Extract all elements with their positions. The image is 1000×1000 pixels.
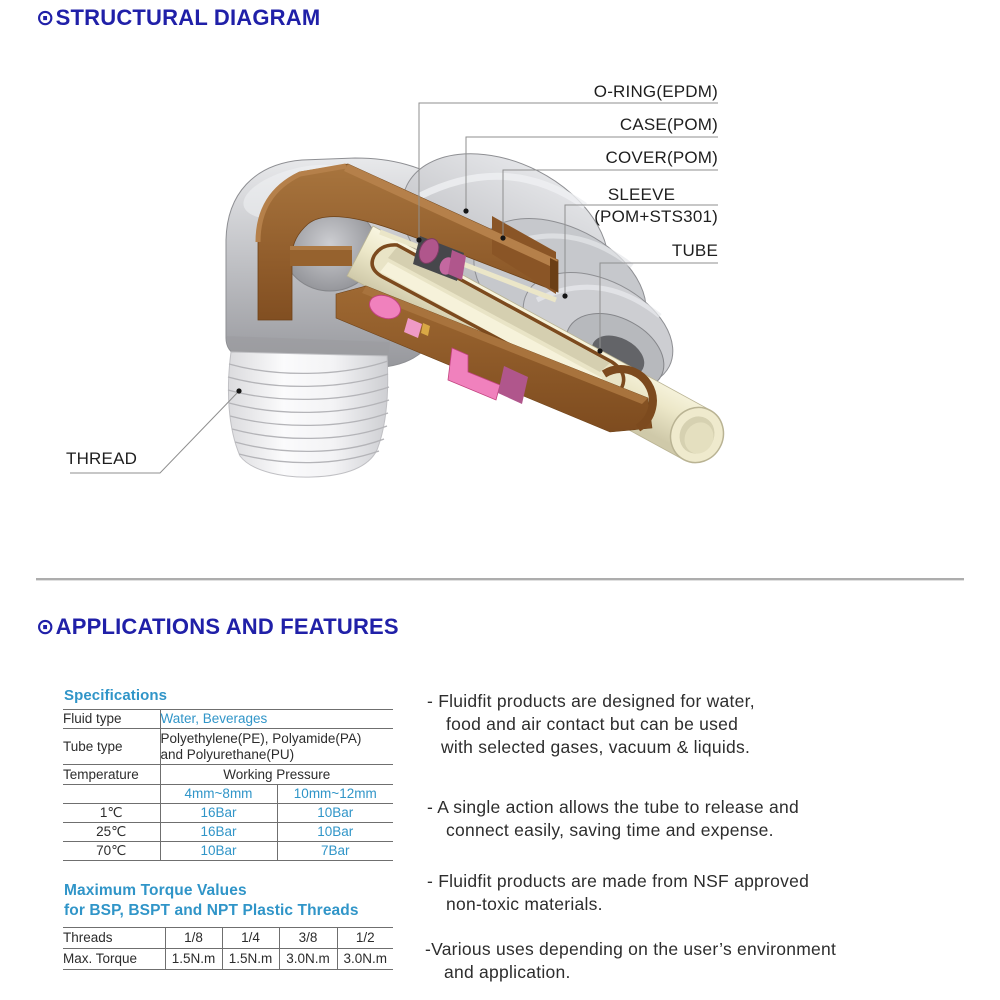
table-row [63,949,393,970]
table-cell: 70℃ [63,841,160,860]
table-cell: 1.5N.m [222,949,279,970]
label-thread: THREAD [66,449,138,468]
feature-line: -Various uses depending on the user’s environment [425,939,837,959]
feature-line: connect easily, saving time and expense. [446,820,774,840]
label-cover: COVER(POM) [605,148,718,167]
table-cell: 25℃ [63,822,160,841]
table-cell: Water, Beverages [160,710,393,729]
feature-paragraph [427,870,809,916]
torque-table [63,927,393,970]
table-row [63,928,393,949]
table-cell: Working Pressure [160,765,393,785]
table-cell: Threads [63,928,165,949]
table-cell: Max. Torque [63,949,165,970]
label-oring: O-RING(EPDM) [593,82,718,101]
table-cell: 3.0N.m [337,949,393,970]
leader-dot [416,237,421,242]
feature-line: with selected gases, vacuum & liquids. [441,737,751,757]
tube-type-line2: and Polyurethane(PU) [160,746,295,762]
section2-title-text: APPLICATIONS AND FEATURES [55,614,399,639]
leader-dot [562,293,567,298]
table-cell-empty [63,785,160,804]
label-tube: TUBE [671,241,718,260]
table-cell: 3/8 [279,928,337,949]
table-cell [160,729,393,765]
label-case: CASE(POM) [619,115,718,134]
table-cell: Tube type [63,729,160,765]
thread-part [228,352,389,477]
fitting-body-art [226,121,733,477]
table-cell: Temperature [63,765,160,785]
label-sleeve-line1: SLEEVE [607,185,676,204]
torque-title-line2: for BSP, BSPT and NPT Plastic Threads [64,902,359,919]
table-cell: 4mm~8mm [160,785,277,804]
feature-line: food and air contact but can be used [446,714,739,734]
table-cell: 1/4 [222,928,279,949]
table-cell: 1/8 [165,928,222,949]
table-cell: 16Bar [160,822,277,841]
feature-paragraph [427,796,799,842]
table-row [63,710,393,729]
section1-bullet-icon: ⊙ [36,5,55,30]
table-cell: 10Bar [160,841,277,860]
table-cell: 10Bar [277,803,393,822]
table-row [63,822,393,841]
section-divider [36,578,964,581]
spec-title: Specifications [64,687,168,704]
torque-title-line1: Maximum Torque Values [64,882,247,899]
table-cell: 10mm~12mm [277,785,393,804]
feature-line: non-toxic materials. [446,894,603,914]
table-cell: 10Bar [277,822,393,841]
table-row [63,765,393,785]
table-cell: 7Bar [277,841,393,860]
label-sleeve-line2: (POM+STS301) [594,207,718,226]
table-cell: 3.0N.m [279,949,337,970]
table-cell: Fluid type [63,710,160,729]
leader-dot [597,348,602,353]
section2-bullet-icon: ⊙ [36,614,55,639]
section1-title-text: STRUCTURAL DIAGRAM [55,5,321,30]
table-cell: 16Bar [160,803,277,822]
section2-title [36,614,399,640]
leader-dot [500,235,505,240]
feature-line: - A single action allows the tube to release and [427,797,799,817]
table-cell: 1.5N.m [165,949,222,970]
feature-line: - Fluidfit products are designed for water, [427,691,755,711]
table-cell: 1/2 [337,928,393,949]
leader-dot [236,388,241,393]
feature-line: and application. [444,962,571,982]
leader-dot [463,208,468,213]
feature-paragraph [427,690,755,759]
table-row [63,785,393,804]
table-row [63,841,393,860]
table-cell: 1℃ [63,803,160,822]
feature-line: - Fluidfit products are made from NSF approved [427,871,810,891]
feature-paragraph [425,938,836,984]
tube-type-line1: Polyethylene(PE), Polyamide(PA) [160,731,362,746]
table-row [63,729,393,765]
table-row [63,803,393,822]
spec-table [63,709,393,861]
